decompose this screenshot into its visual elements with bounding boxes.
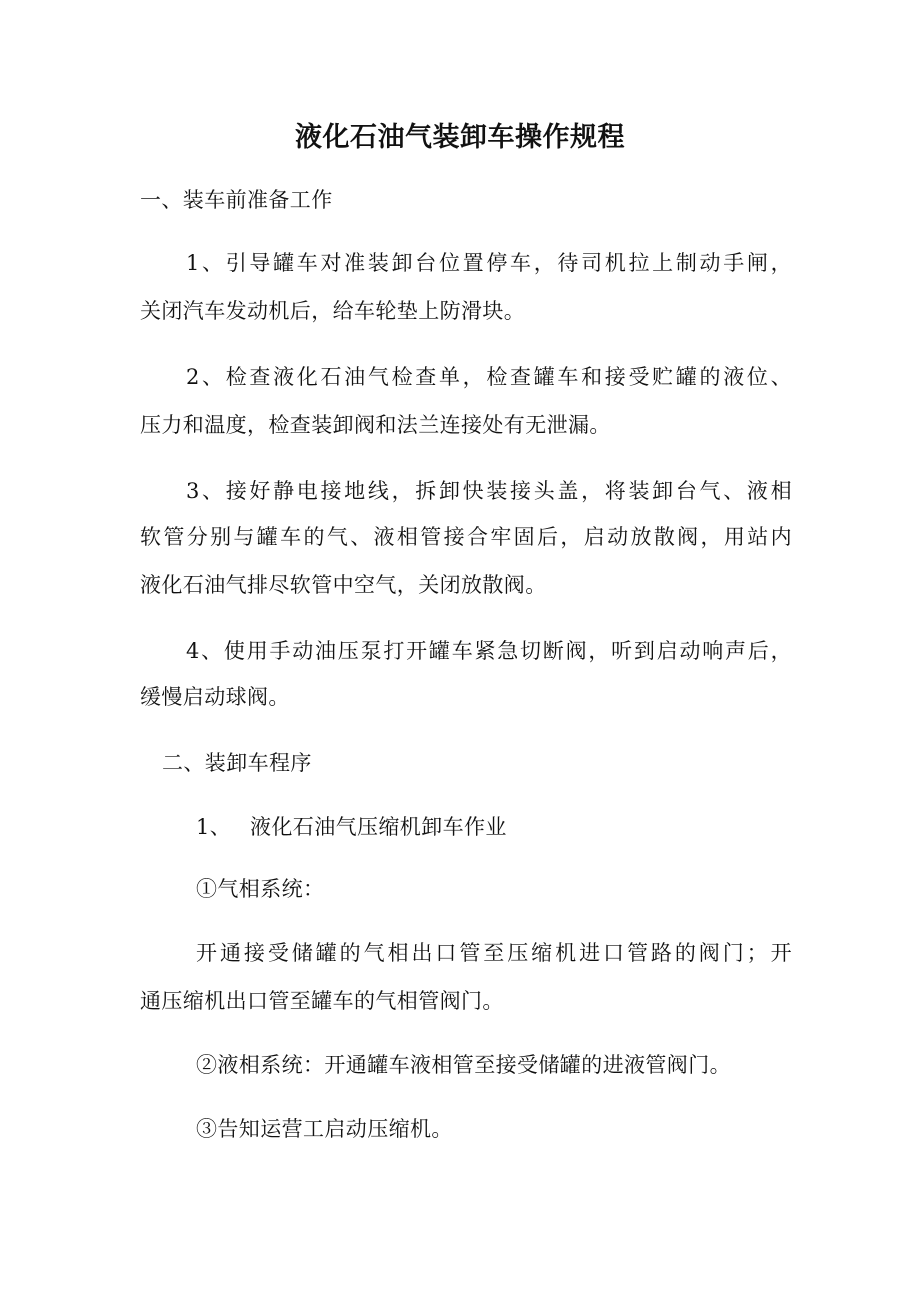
item-2-line-1: 2、检查液化石油气检查单，检查罐车和接受贮罐的液位、 — [186, 365, 792, 389]
item-3-line-2: 软管分别与罐车的气、液相管接合牢固后，启动放散阀，用站内 — [140, 525, 792, 549]
subsection-number: 1、 — [196, 815, 232, 839]
item-1-line-1: 1、引导罐车对准装卸台位置停车，待司机拉上制动手闸， — [186, 251, 792, 275]
section-heading-2: 二、装卸车程序 — [162, 751, 312, 775]
item-4-line-1: 4、使用手动油压泵打开罐车紧急切断阀，听到启动响声后， — [186, 639, 792, 663]
gas-phase-line-2: 通压缩机出口管至罐车的气相管阀门。 — [140, 989, 504, 1013]
item-1-line-2: 关闭汽车发动机后，给车轮垫上防滑块。 — [140, 299, 526, 323]
item-3-line-1: 3、接好静电接地线，拆卸快装接头盖，将装卸台气、液相 — [186, 479, 792, 503]
section-heading-1: 一、装车前准备工作 — [140, 188, 333, 212]
notify-line: ③告知运营工启动压缩机。 — [196, 1117, 453, 1141]
gas-phase-line-1: 开通接受储罐的气相出口管至压缩机进口管路的阀门；开 — [196, 941, 792, 965]
liquid-phase-line: ②液相系统：开通罐车液相管至接受储罐的进液管阀门。 — [196, 1053, 731, 1077]
item-3-line-3: 液化石油气排尽软管中空气，关闭放散阀。 — [140, 573, 547, 597]
item-4-line-2: 缓慢启动球阀。 — [140, 685, 290, 709]
subsection-title: 液化石油气压缩机卸车作业 — [250, 815, 507, 839]
item-2-line-2: 压力和温度，检查装卸阀和法兰连接处有无泄漏。 — [140, 413, 611, 437]
page-title: 液化石油气装卸车操作规程 — [295, 122, 625, 153]
gas-phase-label: ①气相系统： — [196, 877, 325, 901]
